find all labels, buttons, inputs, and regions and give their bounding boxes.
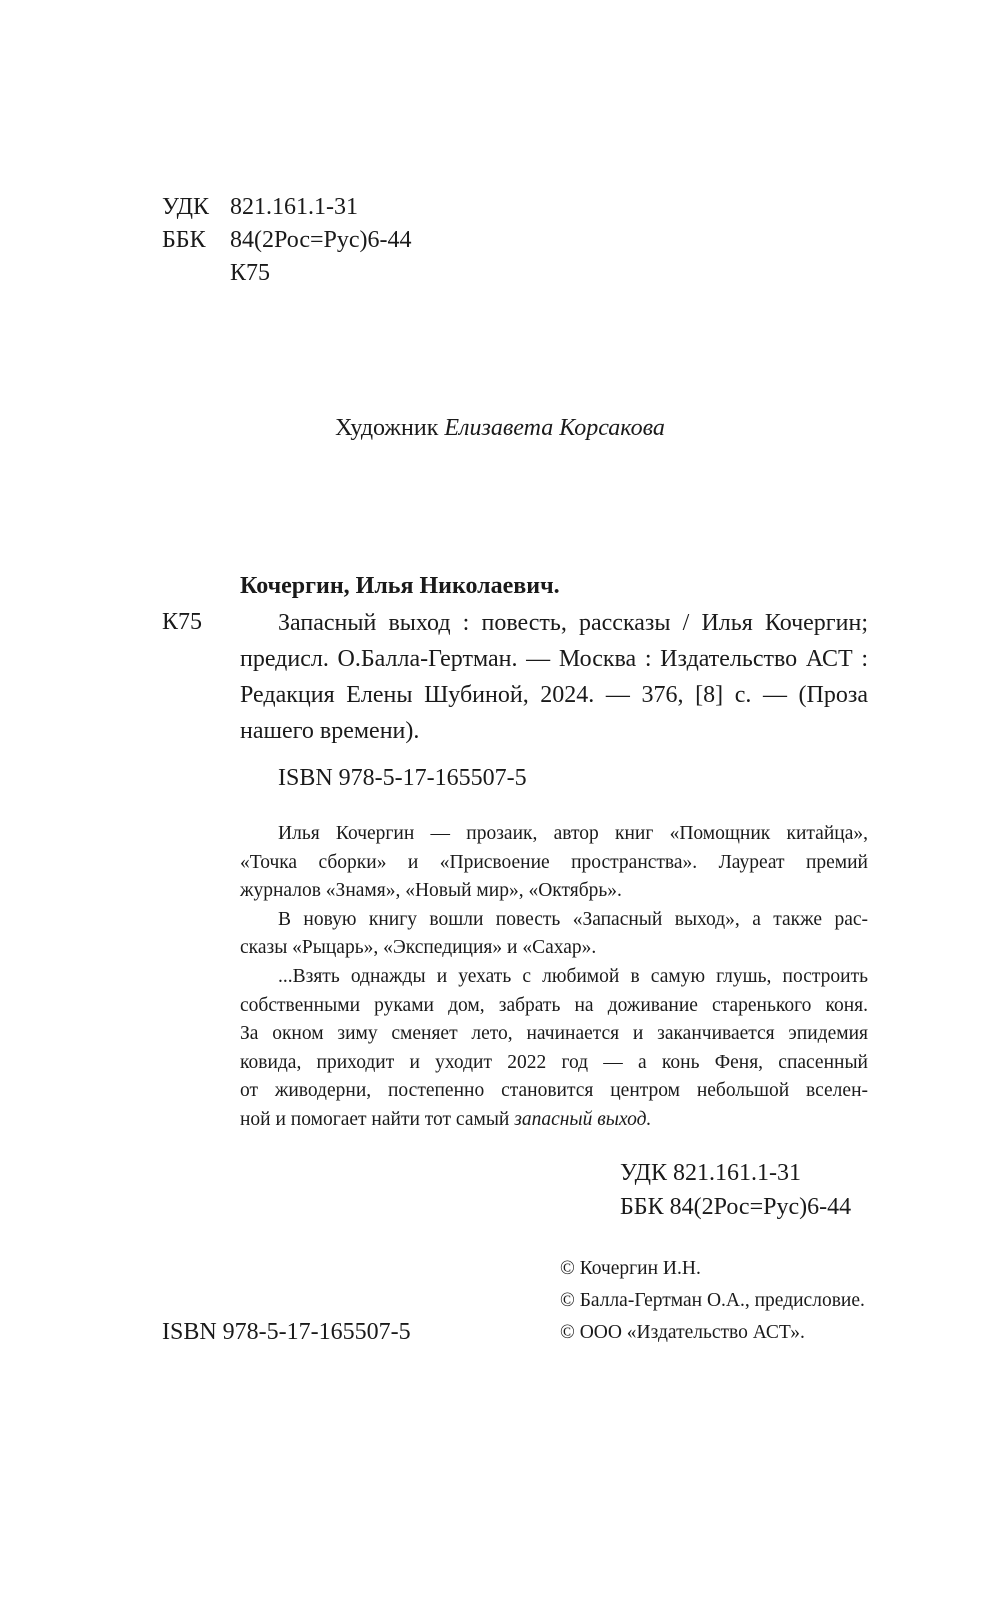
annotation bbox=[240, 820, 868, 1135]
annotation-line: ковида, приходит и уходит 2022 год — а конь Феня, спасенный bbox=[240, 1051, 868, 1073]
bbk-bottom: ББК 84(2Рос=Рус)6-44 bbox=[620, 1194, 852, 1220]
description-line: предисл. О.Балла-Гертман. — Москва : Издательство АСТ : bbox=[240, 646, 868, 672]
annotation-line: от живодерни, постепенно становится центром небольшой вселен- bbox=[240, 1080, 868, 1102]
isbn-bottom: ISBN 978-5-17-165507-5 bbox=[162, 1319, 411, 1345]
annotation-italic-title: запасный выход. bbox=[514, 1108, 652, 1130]
author-mark-top: К75 bbox=[230, 260, 271, 286]
annotation-line: журналов «Знамя», «Новый мир», «Октябрь». bbox=[240, 880, 622, 902]
annotation-line: «Точка сборки» и «Присвоение пространства». Лауреат премий bbox=[240, 851, 868, 873]
artist-name: Елизавета Корсакова bbox=[444, 415, 665, 441]
bbk-value: 84(2Рос=Рус)6-44 bbox=[230, 227, 412, 253]
annotation-line: Илья Кочергин — прозаик, автор книг «Помощник китайца», bbox=[278, 823, 868, 844]
udk-label: УДК bbox=[162, 194, 209, 220]
annotation-line: собственными руками дом, забрать на доживание старенького коня. bbox=[240, 994, 868, 1016]
artist-credit bbox=[0, 411, 1000, 445]
author-heading: Кочергин, Илья Николаевич. bbox=[240, 573, 560, 599]
bibliographic-description bbox=[240, 605, 868, 749]
annotation-line: сказы «Рыцарь», «Экспедиция» и «Сахар». bbox=[240, 937, 597, 959]
artist-role: Художник bbox=[335, 415, 439, 441]
description-line: Редакция Елены Шубиной, 2024. — 376, [8] с. — (Проза bbox=[240, 682, 868, 708]
isbn-card: ISBN 978-5-17-165507-5 bbox=[278, 765, 527, 791]
annotation-last-line bbox=[240, 1106, 868, 1135]
annotation-line: В новую книгу вошли повесть «Запасный выход», а также рас- bbox=[278, 908, 868, 930]
bbk-label: ББК bbox=[162, 227, 206, 253]
udk-value: 821.161.1-31 bbox=[230, 194, 358, 220]
description-line: нашего времени). bbox=[240, 718, 420, 744]
author-mark: К75 bbox=[162, 609, 203, 635]
copyright-line: © ООО «Издательство АСТ». bbox=[560, 1322, 805, 1343]
annotation-line: ной и помогает найти тот самый bbox=[240, 1108, 510, 1130]
copyright-line: © Балла-Гертман О.А., предисловие. bbox=[560, 1290, 865, 1311]
description-line: Запасный выход : повесть, рассказы / Илья Кочергин; bbox=[278, 610, 868, 636]
annotation-line: ...Взять однажды и уехать с любимой в самую глушь, построить bbox=[278, 965, 868, 987]
udk-bottom: УДК 821.161.1-31 bbox=[620, 1160, 801, 1186]
copyright-line: © Кочергин И.Н. bbox=[560, 1258, 701, 1279]
annotation-line: За окном зиму сменяет лето, начинается и заканчивается эпидемия bbox=[240, 1023, 868, 1045]
